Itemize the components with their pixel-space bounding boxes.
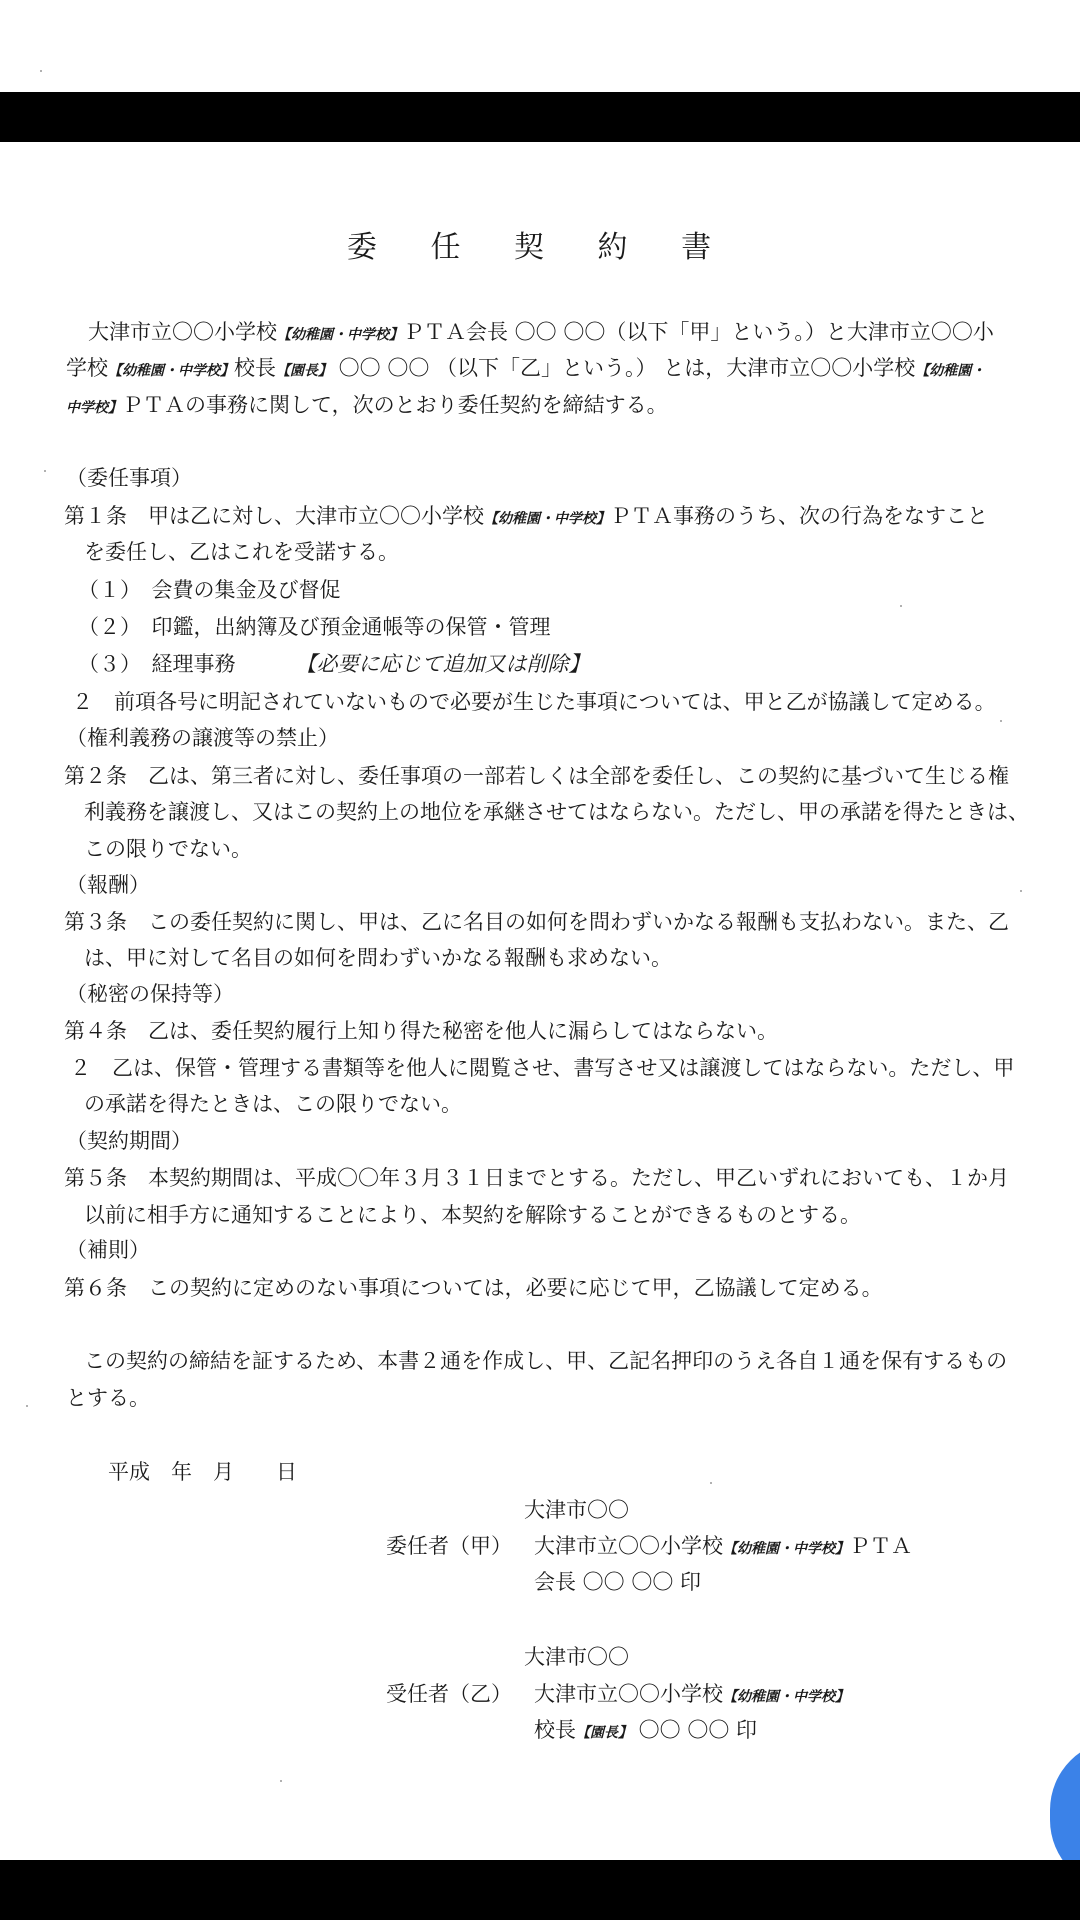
party-a-role: 委任者（甲） — [386, 1534, 512, 1558]
party-b-organization: 大津市立〇〇小学校【幼稚園・中学校】 — [534, 1682, 849, 1706]
party-a-name: 会長 〇〇 〇〇 印 — [534, 1570, 702, 1594]
article-1-item-2: （２） 印鑑，出納簿及び預金通帳等の保管・管理 — [78, 615, 551, 639]
intro-line-1: 大津市立〇〇小学校【幼稚園・中学校】ＰＴＡ会長 〇〇 〇〇（以下「甲」という。）と大津市立〇〇小 — [88, 320, 994, 344]
scan-speck — [280, 1780, 282, 1782]
article-4-heading: （秘密の保持等） — [66, 982, 234, 1006]
signing-date: 平成 年 月 日 — [108, 1460, 297, 1484]
scan-speck — [1020, 890, 1022, 892]
party-b-name: 校長【園長】 〇〇 〇〇 印 — [534, 1718, 758, 1742]
article-2-heading: （権利義務の譲渡等の禁止） — [66, 726, 339, 750]
party-b-role: 受任者（乙） — [386, 1682, 512, 1706]
closing-line-2: とする。 — [66, 1386, 150, 1410]
article-3-line-2: は、甲に対して名目の如何を問わずいかなる報酬も求めない。 — [84, 946, 672, 970]
article-3-heading: （報酬） — [66, 873, 150, 897]
party-a-organization: 大津市立〇〇小学校【幼稚園・中学校】ＰＴＡ — [534, 1534, 912, 1558]
document-title: 委 任 契 約 書 — [346, 230, 734, 265]
party-a-address: 大津市〇〇 — [524, 1498, 629, 1522]
scan-speck — [26, 1405, 28, 1407]
article-3-line-1: 第３条 この委任契約に関し、甲は、乙に名目の如何を問わずいかなる報酬も支払わない。また、乙 — [64, 910, 1009, 934]
closing-line-1: この契約の締結を証するため、本書２通を作成し、甲、乙記名押印のうえ各自１通を保有するもの — [84, 1349, 1008, 1373]
article-5-line-2: 以前に相手方に通知することにより、本契約を解除することができるものとする。 — [84, 1203, 861, 1227]
scan-speck — [1000, 720, 1002, 722]
article-1-paragraph-2: ２ 前項各号に明記されていないもので必要が生じた事項については、甲と乙が協議して定める。 — [72, 690, 996, 714]
intro-line-3: 中学校】ＰＴＡの事務に関して，次のとおり委任契約を締結する。 — [66, 393, 668, 417]
scan-speck — [44, 470, 46, 472]
article-5-line-1: 第５条 本契約期間は、平成〇〇年３月３１日までとする。ただし、甲乙いずれにおいても、１か月 — [64, 1166, 1009, 1190]
article-4-line-1: 第４条 乙は、委任契約履行上知り得た秘密を他人に漏らしてはならない。 — [64, 1019, 778, 1043]
intro-line-2: 学校【幼稚園・中学校】校長【園長】 〇〇 〇〇 （以下「乙」という。） とは，大津市立〇〇小学校【幼稚園・ — [66, 356, 986, 380]
article-1-heading: （委任事項） — [66, 466, 192, 490]
article-4-paragraph-2-line-2: の承諾を得たときは、この限りでない。 — [84, 1092, 462, 1116]
party-b-address: 大津市〇〇 — [524, 1645, 629, 1669]
article-6-line-1: 第６条 この契約に定めのない事項については，必要に応じて甲，乙協議して定める。 — [64, 1276, 883, 1300]
article-2-line-1: 第２条 乙は、第三者に対し、委任事項の一部若しくは全部を委任し、この契約に基づいて生じる権 — [64, 764, 1009, 788]
article-6-heading: （補則） — [66, 1238, 150, 1262]
scan-speck — [710, 1482, 712, 1484]
scan-speck — [40, 70, 42, 72]
article-1-line-2: を委任し、乙はこれを受諾する。 — [84, 540, 399, 564]
scan-speck — [900, 605, 902, 607]
article-2-line-2: 利義務を譲渡し、又はこの契約上の地位を承継させてはならない。ただし、甲の承諾を得たときは、 — [84, 800, 1029, 824]
bottom-black-bar — [0, 1860, 1080, 1920]
article-4-paragraph-2-line-1: ２ 乙は、保管・管理する書類等を他人に閲覧させ、書写させ又は譲渡してはならない。ただし、甲 — [70, 1056, 1015, 1080]
article-1-item-3: （３） 経理事務 【必要に応じて追加又は削除】 — [78, 652, 590, 676]
article-1-line-1: 第１条 甲は乙に対し、大津市立〇〇小学校【幼稚園・中学校】ＰＴＡ事務のうち、次の行為をなすこと — [64, 504, 988, 528]
article-5-heading: （契約期間） — [66, 1129, 192, 1153]
article-2-line-3: この限りでない。 — [84, 837, 252, 861]
article-1-item-1: （１） 会費の集金及び督促 — [78, 578, 341, 602]
